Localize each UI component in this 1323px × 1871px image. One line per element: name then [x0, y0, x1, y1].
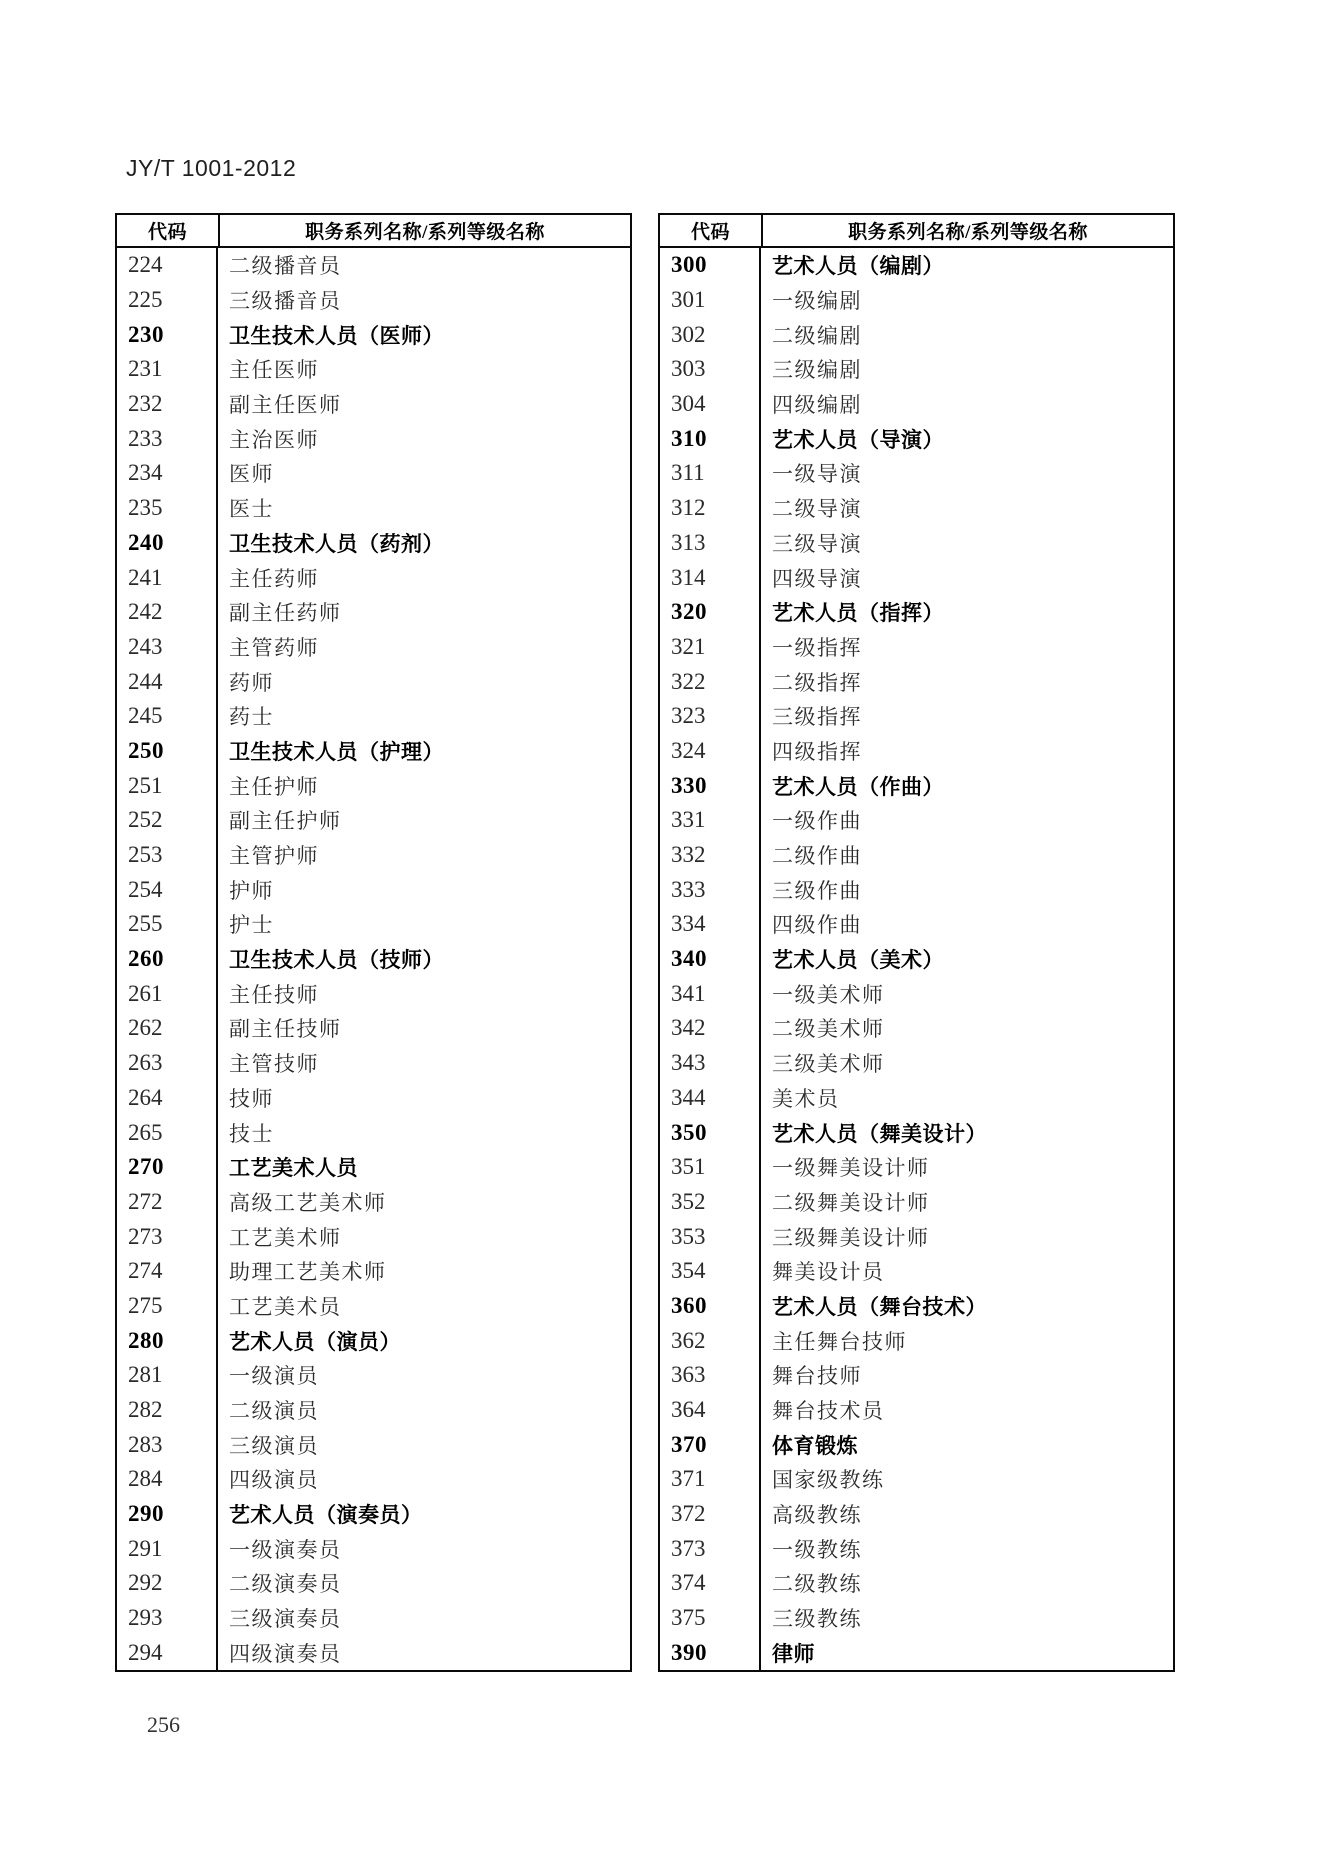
code-cell: 234	[117, 456, 218, 491]
series-name-cell: 艺术人员（舞台技术）	[772, 1294, 987, 1319]
code-cell: 343	[660, 1046, 761, 1081]
series-name-cell: 药师	[229, 670, 274, 695]
series-name-cell: 三级演奏员	[229, 1607, 342, 1632]
table-row	[117, 560, 630, 595]
series-name-cell: 卫生技术人员（技师）	[229, 948, 444, 973]
code-cell: 312	[660, 491, 761, 526]
code-cell: 231	[117, 352, 218, 387]
series-name-cell: 舞美设计员	[772, 1260, 885, 1285]
series-name-cell: 高级工艺美术师	[229, 1190, 387, 1215]
table-body	[117, 248, 630, 1670]
code-cell: 322	[660, 664, 761, 699]
series-name-cell: 三级编剧	[772, 358, 862, 383]
code-cell: 390	[660, 1636, 761, 1671]
table-row	[660, 1393, 1173, 1428]
code-cell: 254	[117, 872, 218, 907]
table-row	[660, 664, 1173, 699]
table-row	[660, 872, 1173, 907]
series-name-cell: 律师	[772, 1641, 815, 1666]
code-cell: 375	[660, 1601, 761, 1636]
code-cell: 272	[117, 1185, 218, 1220]
table-row	[660, 456, 1173, 491]
series-name-cell: 卫生技术人员（医师）	[229, 323, 444, 348]
table-row	[660, 734, 1173, 769]
series-name-cell: 二级指挥	[772, 670, 862, 695]
series-name-cell: 二级美术师	[772, 1017, 885, 1042]
code-cell: 342	[660, 1011, 761, 1046]
series-name-cell: 工艺美术师	[229, 1225, 342, 1250]
series-name-cell: 一级指挥	[772, 635, 862, 660]
code-cell: 225	[117, 283, 218, 318]
series-name-cell: 四级演员	[229, 1468, 319, 1493]
code-cell: 264	[117, 1081, 218, 1116]
code-cell: 265	[117, 1115, 218, 1150]
code-cell: 224	[117, 248, 218, 283]
table-row	[117, 1462, 630, 1497]
table-row	[660, 1219, 1173, 1254]
table-row	[117, 1185, 630, 1220]
table-row	[117, 1531, 630, 1566]
code-cell: 341	[660, 976, 761, 1011]
table-body	[660, 248, 1173, 1670]
series-name-cell: 一级舞美设计师	[772, 1156, 930, 1181]
table-row	[117, 1081, 630, 1116]
series-name-cell: 药士	[229, 705, 274, 730]
series-name-cell: 一级编剧	[772, 289, 862, 314]
table-row	[660, 803, 1173, 838]
table-row	[660, 1566, 1173, 1601]
code-cell: 243	[117, 630, 218, 665]
column-header-code: 代码	[117, 215, 220, 246]
table-row	[660, 1601, 1173, 1636]
table-row	[117, 352, 630, 387]
code-cell: 275	[117, 1289, 218, 1324]
table-row	[660, 1427, 1173, 1462]
code-cell: 370	[660, 1427, 761, 1462]
series-name-cell: 艺术人员（舞美设计）	[772, 1121, 987, 1146]
code-cell: 340	[660, 942, 761, 977]
series-name-cell: 主管药师	[229, 635, 319, 660]
code-cell: 360	[660, 1289, 761, 1324]
series-name-cell: 二级演员	[229, 1399, 319, 1424]
code-cell: 364	[660, 1393, 761, 1428]
table-row	[117, 1254, 630, 1289]
table-row	[117, 699, 630, 734]
code-cell: 230	[117, 317, 218, 352]
table-row	[117, 1046, 630, 1081]
series-name-cell: 医师	[229, 462, 274, 487]
code-cell: 324	[660, 734, 761, 769]
code-cell: 252	[117, 803, 218, 838]
table-row	[117, 803, 630, 838]
table-row	[660, 1497, 1173, 1532]
code-cell: 294	[117, 1636, 218, 1671]
code-cell: 281	[117, 1358, 218, 1393]
table-row	[660, 283, 1173, 318]
code-cell: 310	[660, 421, 761, 456]
series-name-cell: 艺术人员（编剧）	[772, 254, 944, 279]
series-name-cell: 主任技师	[229, 982, 319, 1007]
table-row	[117, 595, 630, 630]
code-cell: 320	[660, 595, 761, 630]
table-row	[660, 421, 1173, 456]
series-name-cell: 三级舞美设计师	[772, 1225, 930, 1250]
table-row	[117, 1497, 630, 1532]
code-cell: 363	[660, 1358, 761, 1393]
series-name-cell: 主任医师	[229, 358, 319, 383]
series-name-cell: 艺术人员（美术）	[772, 948, 944, 973]
series-name-cell: 副主任技师	[229, 1017, 342, 1042]
table-row	[660, 317, 1173, 352]
code-cell: 253	[117, 838, 218, 873]
series-name-cell: 主任护师	[229, 774, 319, 799]
code-cell: 255	[117, 907, 218, 942]
table-row	[117, 734, 630, 769]
code-cell: 313	[660, 526, 761, 561]
series-name-cell: 舞台技师	[772, 1364, 862, 1389]
code-cell: 353	[660, 1219, 761, 1254]
code-cell: 232	[117, 387, 218, 422]
series-name-cell: 舞台技术员	[772, 1399, 885, 1424]
table-row	[660, 1358, 1173, 1393]
code-cell: 280	[117, 1323, 218, 1358]
table-row	[660, 1046, 1173, 1081]
series-name-cell: 主管护师	[229, 844, 319, 869]
series-name-cell: 三级美术师	[772, 1052, 885, 1077]
code-cell: 372	[660, 1497, 761, 1532]
table-row	[117, 526, 630, 561]
table-row	[660, 907, 1173, 942]
table-row	[660, 1323, 1173, 1358]
series-name-cell: 四级演奏员	[229, 1641, 342, 1666]
series-name-cell: 艺术人员（指挥）	[772, 601, 944, 626]
series-name-cell: 工艺美术员	[229, 1294, 342, 1319]
series-name-cell: 三级演员	[229, 1433, 319, 1458]
series-name-cell: 艺术人员（作曲）	[772, 774, 944, 799]
code-cell: 323	[660, 699, 761, 734]
series-name-cell: 美术员	[772, 1086, 840, 1111]
table-row	[117, 768, 630, 803]
code-cell: 291	[117, 1531, 218, 1566]
code-cell: 373	[660, 1531, 761, 1566]
table-row	[660, 768, 1173, 803]
series-name-cell: 三级播音员	[229, 289, 342, 314]
code-cell: 351	[660, 1150, 761, 1185]
code-cell: 311	[660, 456, 761, 491]
series-name-cell: 艺术人员（演员）	[229, 1329, 401, 1354]
code-cell: 270	[117, 1150, 218, 1185]
series-name-cell: 三级教练	[772, 1607, 862, 1632]
table-row	[117, 1289, 630, 1324]
series-name-cell: 国家级教练	[772, 1468, 885, 1493]
code-cell: 304	[660, 387, 761, 422]
table-row	[660, 1254, 1173, 1289]
table-row	[660, 1115, 1173, 1150]
table-row	[117, 456, 630, 491]
code-cell: 293	[117, 1601, 218, 1636]
series-name-cell: 副主任医师	[229, 393, 342, 418]
table-row	[660, 976, 1173, 1011]
table-row	[117, 1636, 630, 1671]
table-row	[117, 1150, 630, 1185]
series-name-cell: 四级编剧	[772, 393, 862, 418]
code-cell: 292	[117, 1566, 218, 1601]
series-name-cell: 主任药师	[229, 566, 319, 591]
code-table-right	[658, 213, 1175, 1672]
table-row	[117, 838, 630, 873]
table-row	[117, 421, 630, 456]
table-row	[660, 526, 1173, 561]
table-row	[117, 1427, 630, 1462]
series-name-cell: 一级作曲	[772, 809, 862, 834]
series-name-cell: 主治医师	[229, 427, 319, 452]
table-row	[660, 1011, 1173, 1046]
series-name-cell: 工艺美术人员	[229, 1156, 358, 1181]
series-name-cell: 二级教练	[772, 1572, 862, 1597]
code-cell: 241	[117, 560, 218, 595]
code-cell: 344	[660, 1081, 761, 1116]
series-name-cell: 二级作曲	[772, 844, 862, 869]
series-name-cell: 卫生技术人员（护理）	[229, 739, 444, 764]
table-row	[660, 942, 1173, 977]
code-cell: 302	[660, 317, 761, 352]
code-cell: 284	[117, 1462, 218, 1497]
code-tables-container	[115, 213, 1175, 1672]
code-cell: 352	[660, 1185, 761, 1220]
code-cell: 350	[660, 1115, 761, 1150]
table-row	[660, 838, 1173, 873]
table-row	[660, 1636, 1173, 1671]
table-row	[117, 664, 630, 699]
table-row	[660, 560, 1173, 595]
code-cell: 261	[117, 976, 218, 1011]
code-cell: 354	[660, 1254, 761, 1289]
page-number: 256	[147, 1712, 180, 1737]
table-row	[660, 699, 1173, 734]
table-row	[660, 1289, 1173, 1324]
series-name-cell: 艺术人员（演奏员）	[229, 1503, 423, 1528]
code-cell: 240	[117, 526, 218, 561]
code-cell: 260	[117, 942, 218, 977]
table-row	[117, 1011, 630, 1046]
table-row	[117, 942, 630, 977]
table-row	[117, 907, 630, 942]
table-row	[117, 1219, 630, 1254]
table-row	[660, 1531, 1173, 1566]
table-header-row	[660, 215, 1173, 248]
code-cell: 282	[117, 1393, 218, 1428]
table-row	[117, 1393, 630, 1428]
series-name-cell: 四级指挥	[772, 739, 862, 764]
table-row	[117, 248, 630, 283]
series-name-cell: 一级教练	[772, 1537, 862, 1562]
code-cell: 263	[117, 1046, 218, 1081]
table-row	[660, 1185, 1173, 1220]
table-row	[660, 352, 1173, 387]
code-cell: 244	[117, 664, 218, 699]
table-row	[660, 1150, 1173, 1185]
table-row	[117, 976, 630, 1011]
code-cell: 242	[117, 595, 218, 630]
code-cell: 362	[660, 1323, 761, 1358]
code-cell: 283	[117, 1427, 218, 1462]
table-row	[660, 630, 1173, 665]
series-name-cell: 技士	[229, 1121, 274, 1146]
code-cell: 251	[117, 768, 218, 803]
series-name-cell: 三级指挥	[772, 705, 862, 730]
series-name-cell: 二级舞美设计师	[772, 1190, 930, 1215]
code-cell: 334	[660, 907, 761, 942]
series-name-cell: 助理工艺美术师	[229, 1260, 387, 1285]
code-cell: 235	[117, 491, 218, 526]
code-cell: 245	[117, 699, 218, 734]
series-name-cell: 三级导演	[772, 531, 862, 556]
series-name-cell: 三级作曲	[772, 878, 862, 903]
series-name-cell: 二级编剧	[772, 323, 862, 348]
code-table-left	[115, 213, 632, 1672]
code-cell: 321	[660, 630, 761, 665]
standard-code: JY/T 1001-2012	[126, 155, 297, 181]
series-name-cell: 卫生技术人员（药剂）	[229, 531, 444, 556]
code-cell: 301	[660, 283, 761, 318]
table-row	[117, 1601, 630, 1636]
code-cell: 330	[660, 768, 761, 803]
series-name-cell: 一级美术师	[772, 982, 885, 1007]
table-row	[660, 1081, 1173, 1116]
table-row	[660, 491, 1173, 526]
column-header-series-name: 职务系列名称/系列等级名称	[305, 222, 545, 243]
code-cell: 274	[117, 1254, 218, 1289]
series-name-cell: 医士	[229, 497, 274, 522]
table-row	[117, 872, 630, 907]
series-name-cell: 副主任药师	[229, 601, 342, 626]
code-cell: 300	[660, 248, 761, 283]
series-name-cell: 高级教练	[772, 1503, 862, 1528]
series-name-cell: 一级导演	[772, 462, 862, 487]
table-row	[117, 317, 630, 352]
code-cell: 273	[117, 1219, 218, 1254]
table-row	[117, 1566, 630, 1601]
code-cell: 331	[660, 803, 761, 838]
code-cell: 314	[660, 560, 761, 595]
code-cell: 374	[660, 1566, 761, 1601]
table-row	[117, 1115, 630, 1150]
table-row	[117, 283, 630, 318]
table-row	[660, 248, 1173, 283]
series-name-cell: 主任舞台技师	[772, 1329, 907, 1354]
series-name-cell: 二级播音员	[229, 254, 342, 279]
code-cell: 332	[660, 838, 761, 873]
table-row	[660, 1462, 1173, 1497]
series-name-cell: 主管技师	[229, 1052, 319, 1077]
series-name-cell: 二级演奏员	[229, 1572, 342, 1597]
series-name-cell: 一级演奏员	[229, 1537, 342, 1562]
code-cell: 371	[660, 1462, 761, 1497]
code-cell: 333	[660, 872, 761, 907]
table-row	[660, 387, 1173, 422]
table-row	[117, 630, 630, 665]
series-name-cell: 二级导演	[772, 497, 862, 522]
table-row	[117, 1323, 630, 1358]
code-cell: 233	[117, 421, 218, 456]
code-cell: 303	[660, 352, 761, 387]
column-header-code: 代码	[660, 215, 763, 246]
series-name-cell: 护士	[229, 913, 274, 938]
code-cell: 262	[117, 1011, 218, 1046]
series-name-cell: 体育锻炼	[772, 1433, 858, 1458]
series-name-cell: 艺术人员（导演）	[772, 427, 944, 452]
table-row	[117, 491, 630, 526]
code-cell: 290	[117, 1497, 218, 1532]
series-name-cell: 四级作曲	[772, 913, 862, 938]
table-row	[660, 595, 1173, 630]
series-name-cell: 技师	[229, 1086, 274, 1111]
series-name-cell: 四级导演	[772, 566, 862, 591]
table-row	[117, 387, 630, 422]
code-cell: 250	[117, 734, 218, 769]
series-name-cell: 副主任护师	[229, 809, 342, 834]
table-row	[117, 1358, 630, 1393]
column-header-series-name: 职务系列名称/系列等级名称	[848, 222, 1088, 243]
series-name-cell: 护师	[229, 878, 274, 903]
table-header-row	[117, 215, 630, 248]
series-name-cell: 一级演员	[229, 1364, 319, 1389]
